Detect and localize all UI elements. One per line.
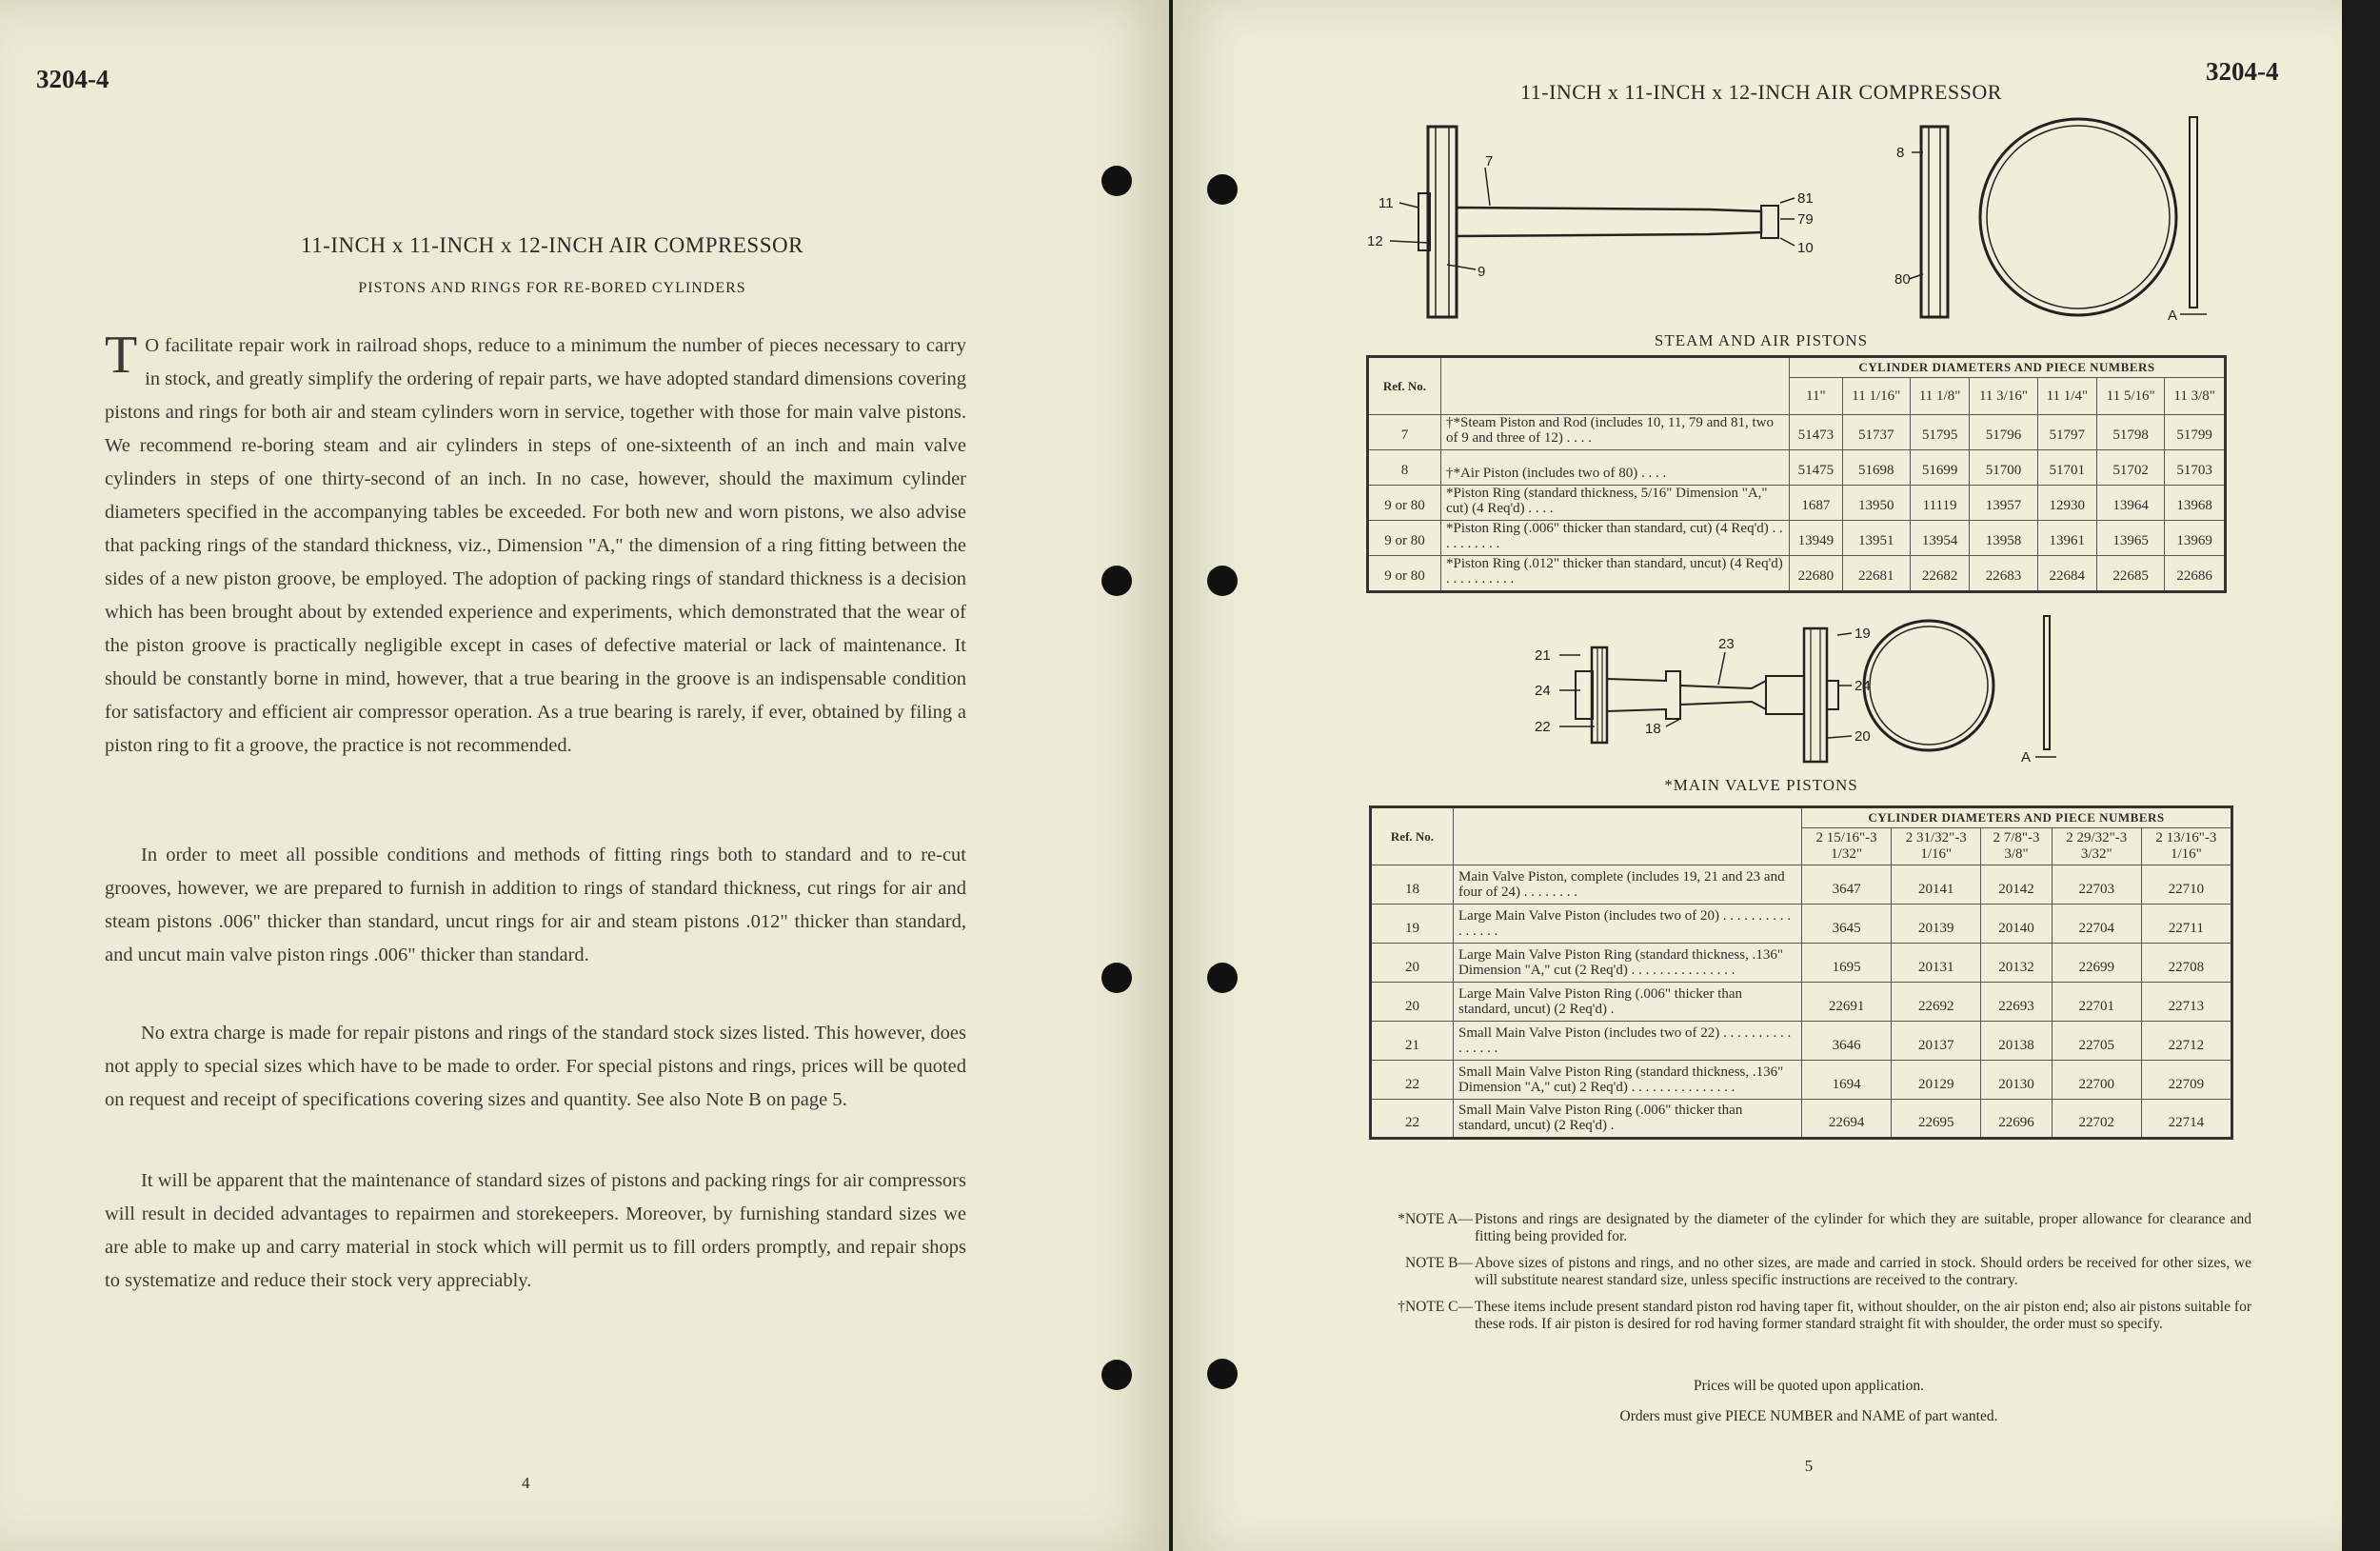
piece-number-cell: 51798	[2097, 415, 2165, 450]
callout-a: A	[2021, 749, 2032, 766]
callout-79: 79	[1797, 211, 1814, 228]
piece-number-cell: 22708	[2141, 944, 2231, 983]
piece-number-cell: 20139	[1892, 905, 1981, 944]
piece-number-cell: 51701	[2037, 450, 2097, 486]
piece-number-cell: 13969	[2165, 521, 2226, 556]
air-piston-head	[1921, 127, 1948, 317]
piece-number-cell: 22712	[2141, 1022, 2231, 1061]
callout-81: 81	[1797, 190, 1814, 207]
column-header: 2 15/16"-3 1/32"	[1802, 828, 1892, 865]
piece-number-cell: 51796	[1970, 415, 2037, 450]
note-item	[1371, 1299, 2251, 1333]
piston-rod	[1457, 208, 1761, 236]
piece-number-cell: 22683	[1970, 556, 2037, 592]
steam-piston-head	[1428, 127, 1457, 317]
piece-number-cell: 3646	[1802, 1022, 1892, 1061]
binder-hole	[1101, 963, 1132, 993]
piece-number-cell: 20140	[1981, 905, 2052, 944]
piece-number-cell: 22693	[1981, 983, 2052, 1022]
column-header: 2 13/16"-3 1/16"	[2141, 828, 2231, 865]
piece-number-cell: 3645	[1802, 905, 1892, 944]
table-row	[1371, 865, 2232, 905]
piece-number-cell: 51737	[1842, 415, 1910, 450]
callout-9: 9	[1478, 264, 1486, 280]
ref-no-cell: 22	[1371, 1061, 1454, 1100]
binder-hole	[1207, 1359, 1238, 1389]
piece-number-cell: 22691	[1802, 983, 1892, 1022]
piece-number-cell: 22694	[1802, 1100, 1892, 1139]
paragraph-3: No extra charge is made for repair pistons and rings of the standard stock sizes listed. This however, does not apply to special sizes which have to be made to order. For special pistons and rings, prices will be quoted on request and receipt of specifications covering sizes and quantity. See also Note B on page 5.	[105, 1023, 966, 1110]
piece-number-cell: 22710	[2141, 865, 2231, 905]
piece-number-cell: 22684	[2037, 556, 2097, 592]
paragraph-1	[105, 326, 966, 763]
piece-number-cell: 51703	[2165, 450, 2226, 486]
description-cell: Small Main Valve Piston (includes two of 22) . . . . . . . . . . . . . . . .	[1454, 1022, 1802, 1061]
cylinder-diameters-header: CYLINDER DIAMETERS AND PIECE NUMBERS	[1802, 807, 2232, 828]
piece-number-cell: 22702	[2052, 1100, 2141, 1139]
paragraph-2: In order to meet all possible conditions and methods of fitting rings both to standard and to re-cut grooves, however, we are prepared to furnish in addition to rings of standard thickness, cut rings for air and steam pistons .006" thicker than standard, uncut rings for air and steam pistons .012" thicker than standard, and uncut main valve piston rings .006" thicker than standard.	[105, 845, 966, 965]
column-header: 11 1/4"	[2037, 378, 2097, 415]
description-cell: †*Air Piston (includes two of 80) . . . .	[1441, 450, 1790, 486]
callout-21: 21	[1535, 647, 1551, 664]
column-header: 11 3/16"	[1970, 378, 2037, 415]
piece-number-cell: 13965	[2097, 521, 2165, 556]
piece-number-cell: 20130	[1981, 1061, 2052, 1100]
left-page	[0, 0, 1169, 1551]
piece-number-cell: 22692	[1892, 983, 1981, 1022]
main-valve-piston-table	[1369, 805, 2233, 1140]
piece-number-cell: 20131	[1892, 944, 1981, 983]
column-header: 11"	[1790, 378, 1843, 415]
callout-12: 12	[1367, 233, 1383, 249]
piece-number-cell: 13958	[1970, 521, 2037, 556]
ref-no-cell: 7	[1368, 415, 1441, 450]
note-tag: NOTE B—	[1404, 1255, 1473, 1271]
description-cell: †*Steam Piston and Rod (includes 10, 11, 79 and 81, two of 9 and three of 12) . . . .	[1441, 415, 1790, 450]
ref-no-cell: 9 or 80	[1368, 556, 1441, 592]
steam-air-piston-table	[1366, 355, 2227, 593]
table-row	[1368, 415, 2226, 450]
description-cell: Large Main Valve Piston (includes two of 20) . . . . . . . . . . . . . . . .	[1454, 905, 1802, 944]
column-header: 11 1/16"	[1842, 378, 1910, 415]
binder-hole	[1101, 166, 1132, 196]
ref-no-header: Ref. No.	[1368, 357, 1441, 415]
doc-number: 3204-4	[36, 65, 109, 93]
description-cell: Small Main Valve Piston Ring (standard thickness, .136" Dimension "A," cut) 2 Req'd) . . . . . . . . . . . . . . .	[1454, 1061, 1802, 1100]
note-text: Pistons and rings are designated by the diameter of the cylinder for which they are suitable, proper allowance for clearance and fitting being provided for.	[1475, 1211, 2251, 1244]
piece-number-cell: 13949	[1790, 521, 1843, 556]
callout-7: 7	[1485, 153, 1494, 169]
table-row	[1368, 486, 2226, 521]
callout-11: 11	[1378, 195, 1394, 211]
piece-number-cell: 51698	[1842, 450, 1910, 486]
ref-no-cell: 20	[1371, 983, 1454, 1022]
table-row	[1371, 1100, 2232, 1139]
piece-number-cell: 51799	[2165, 415, 2226, 450]
piece-number-cell: 51700	[1970, 450, 2037, 486]
notes-section	[1371, 1211, 2251, 1342]
piece-number-cell: 51702	[2097, 450, 2165, 486]
callout-19: 19	[1854, 626, 1871, 642]
piece-number-cell: 22680	[1790, 556, 1843, 592]
piece-number-cell: 51699	[1910, 450, 1970, 486]
ref-no-cell: 19	[1371, 905, 1454, 944]
piece-number-cell: 20141	[1892, 865, 1981, 905]
column-header: 11 1/8"	[1910, 378, 1970, 415]
piece-number-cell: 22705	[2052, 1022, 2141, 1061]
ref-no-cell: 18	[1371, 865, 1454, 905]
binder-hole	[1207, 963, 1238, 993]
piece-number-cell: 13968	[2165, 486, 2226, 521]
orders-line: Orders must give PIECE NUMBER and NAME of part wanted.	[1619, 1408, 1998, 1424]
column-header: 2 7/8"-3 3/8"	[1981, 828, 2052, 865]
table-row	[1371, 1022, 2232, 1061]
table-row	[1368, 521, 2226, 556]
piston-ring-view	[1980, 119, 2176, 315]
description-cell: Small Main Valve Piston Ring (.006" thicker than standard, uncut) (2 Req'd) .	[1454, 1100, 1802, 1139]
piece-number-cell: 22711	[2141, 905, 2231, 944]
note-item	[1371, 1255, 2251, 1289]
callout-10: 10	[1797, 240, 1814, 256]
cylinder-diameters-header: CYLINDER DIAMETERS AND PIECE NUMBERS	[1790, 357, 2226, 378]
piece-number-cell: 51795	[1910, 415, 1970, 450]
piece-number-cell: 22709	[2141, 1061, 2231, 1100]
piece-number-cell: 51473	[1790, 415, 1843, 450]
valve-stem	[1680, 681, 1766, 709]
ref-no-cell: 9 or 80	[1368, 521, 1441, 556]
doc-number: 3204-4	[2206, 57, 2279, 86]
callout-80: 80	[1894, 271, 1911, 288]
ref-no-header: Ref. No.	[1371, 807, 1454, 865]
callout-24-left: 24	[1535, 683, 1551, 699]
note-item	[1371, 1211, 2251, 1245]
paragraph-1-text: O facilitate repair work in railroad shops, reduce to a minimum the number of pieces necessary to carry in stock, and greatly simplify the ordering of repair parts, we have adopted standard dimensions covering pistons and rings for both air and steam cylinders worn in service, together with those for main valve pistons. We recommend re-boring steam and air cylinders in steps of one-sixteenth of an inch and main valve cylinders in steps of one thirty-second of an inch. In no case, however, should the maximum cylinder diameters specified in the accompanying tables be exceeded. For both new and worn pistons, we also advise that packing rings of the standard thickness, viz., Dimension "A," the dimension of a ring fitting between the sides of a new piston groove, be employed. The adoption of packing rings of standard thickness is a decision which has been brought about by extended experience and experiments, which demonstrated that the wear of the piston groove is practically negligible except in cases of defective material or lack of maintenance. It should be constantly borne in mind, however, that a true bearing in the groove is an indispensable condition for satisfactory and efficient air compressor operation. As a true bearing is rarely, if ever, obtained by filing a piston ring to fit a groove, the practice is not recommended.	[105, 335, 966, 756]
ref-no-cell: 20	[1371, 944, 1454, 983]
description-cell: *Piston Ring (standard thickness, 5/16" Dimension "A," cut) (4 Req'd) . . . .	[1441, 486, 1790, 521]
main-valve-piston-diagram	[1523, 614, 2056, 771]
piece-number-cell: 22701	[2052, 983, 2141, 1022]
piece-number-cell: 22682	[1910, 556, 1970, 592]
piece-number-cell: 22685	[2097, 556, 2165, 592]
table-row	[1368, 556, 2226, 592]
piece-number-cell: 3647	[1802, 865, 1892, 905]
piece-number-cell: 22681	[1842, 556, 1910, 592]
piece-number-cell: 22703	[2052, 865, 2141, 905]
piece-number-cell: 20132	[1981, 944, 2052, 983]
piece-number-cell: 11119	[1910, 486, 1970, 521]
piece-number-cell: 22714	[2141, 1100, 2231, 1139]
binder-hole	[1207, 174, 1238, 205]
piece-number-cell: 13964	[2097, 486, 2165, 521]
column-header: 2 31/32"-3 1/16"	[1892, 828, 1981, 865]
page-subtitle: PISTONS AND RINGS FOR RE-BORED CYLINDERS	[358, 280, 746, 296]
piece-number-cell: 12930	[2037, 486, 2097, 521]
ref-no-cell: 21	[1371, 1022, 1454, 1061]
page-title: 11-INCH x 11-INCH x 12-INCH AIR COMPRESSOR	[301, 233, 803, 257]
table-row	[1371, 944, 2232, 983]
ref-no-cell: 8	[1368, 450, 1441, 486]
right-page-title: 11-INCH x 11-INCH x 12-INCH AIR COMPRESSOR	[1520, 80, 2002, 104]
piece-number-cell: 13950	[1842, 486, 1910, 521]
note-text: These items include present standard piston rod having taper fit, without shoulder, on the air piston end; also air pistons suitable for these rods. If air piston is desired for rod having former standard straight fit with shoulder, the order must so specify.	[1475, 1299, 2251, 1332]
piece-number-cell: 22713	[2141, 983, 2231, 1022]
column-header: 2 29/32"-3 3/32"	[2052, 828, 2141, 865]
page-number: 5	[1804, 1457, 1814, 1475]
binder-hole	[1101, 566, 1132, 596]
description-cell: *Piston Ring (.006" thicker than standard, cut) (4 Req'd) . . . . . . . . . .	[1441, 521, 1790, 556]
callout-8: 8	[1896, 145, 1905, 161]
drop-cap: T	[105, 326, 138, 385]
piece-number-cell: 22700	[2052, 1061, 2141, 1100]
callout-a: A	[2168, 308, 2178, 324]
note-tag: *NOTE A—	[1398, 1211, 1473, 1227]
column-header: 11 3/8"	[2165, 378, 2226, 415]
note-text: Above sizes of pistons and rings, and no other sizes, are made and carried in stock. Should orders be received for other sizes, we will substitute nearest standard size, unless specific instructions are received to the contrary.	[1475, 1255, 2251, 1288]
main-valve-ring-section	[2044, 616, 2050, 749]
main-valve-ring-view	[1864, 621, 1993, 750]
piece-number-cell: 51475	[1790, 450, 1843, 486]
diagram2-caption: *MAIN VALVE PISTONS	[1664, 776, 1858, 794]
description-cell: *Piston Ring (.012" thicker than standard, uncut) (4 Req'd) . . . . . . . . . .	[1441, 556, 1790, 592]
description-cell: Large Main Valve Piston Ring (standard thickness, .136" Dimension "A," cut (2 Req'd) . . . . . . . . . . . . . . .	[1454, 944, 1802, 983]
piece-number-cell: 22699	[2052, 944, 2141, 983]
diagram1-caption: STEAM AND AIR PISTONS	[1654, 331, 1869, 349]
piece-number-cell: 20142	[1981, 865, 2052, 905]
steam-air-piston-diagram	[1361, 112, 2237, 331]
description-cell: Main Valve Piston, complete (includes 19, 21 and 23 and four of 24) . . . . . . . .	[1454, 865, 1802, 905]
paragraph-4: It will be apparent that the maintenance of standard sizes of pistons and packing rings for air compressors will result in decided advantages to repairmen and storekeepers. Moreover, by furnishing standard sizes we are able to make up and carry material in stock which will permit us to fill orders promptly, and repair shops to systematize and reduce their stock very appreciably.	[105, 1170, 966, 1291]
piece-number-cell: 22686	[2165, 556, 2226, 592]
description-cell: Large Main Valve Piston Ring (.006" thicker than standard, uncut) (2 Req'd) .	[1454, 983, 1802, 1022]
table-row	[1368, 450, 2226, 486]
piece-number-cell: 20138	[1981, 1022, 2052, 1061]
piece-number-cell: 13957	[1970, 486, 2037, 521]
large-main-valve-piston	[1804, 628, 1827, 762]
table-row	[1371, 983, 2232, 1022]
piece-number-cell: 13954	[1910, 521, 1970, 556]
piece-number-cell: 13961	[2037, 521, 2097, 556]
note-tag: †NOTE C—	[1398, 1299, 1473, 1315]
binder-hole	[1207, 566, 1238, 596]
piece-number-cell: 20137	[1892, 1022, 1981, 1061]
piece-number-cell: 22695	[1892, 1100, 1981, 1139]
piece-number-cell: 1687	[1790, 486, 1843, 521]
piece-number-cell: 1694	[1802, 1061, 1892, 1100]
small-main-valve-piston	[1592, 647, 1607, 743]
table-row	[1371, 905, 2232, 944]
ref-no-cell: 9 or 80	[1368, 486, 1441, 521]
table-row	[1371, 1061, 2232, 1100]
callout-23: 23	[1718, 636, 1735, 652]
callout-24-right: 24	[1854, 678, 1871, 694]
page-number: 4	[522, 1474, 530, 1492]
binder-hole	[1101, 1360, 1132, 1390]
callout-20: 20	[1854, 728, 1871, 745]
callout-18: 18	[1645, 721, 1661, 737]
piece-number-cell: 51797	[2037, 415, 2097, 450]
piece-number-cell: 1695	[1802, 944, 1892, 983]
piece-number-cell: 20129	[1892, 1061, 1981, 1100]
ring-section-view	[2190, 117, 2197, 308]
column-header: 11 5/16"	[2097, 378, 2165, 415]
piece-number-cell: 13951	[1842, 521, 1910, 556]
ref-no-cell: 22	[1371, 1100, 1454, 1139]
piece-number-cell: 22696	[1981, 1100, 2052, 1139]
piece-number-cell: 22704	[2052, 905, 2141, 944]
prices-line: Prices will be quoted upon application.	[1694, 1378, 1924, 1394]
callout-22: 22	[1535, 719, 1551, 735]
